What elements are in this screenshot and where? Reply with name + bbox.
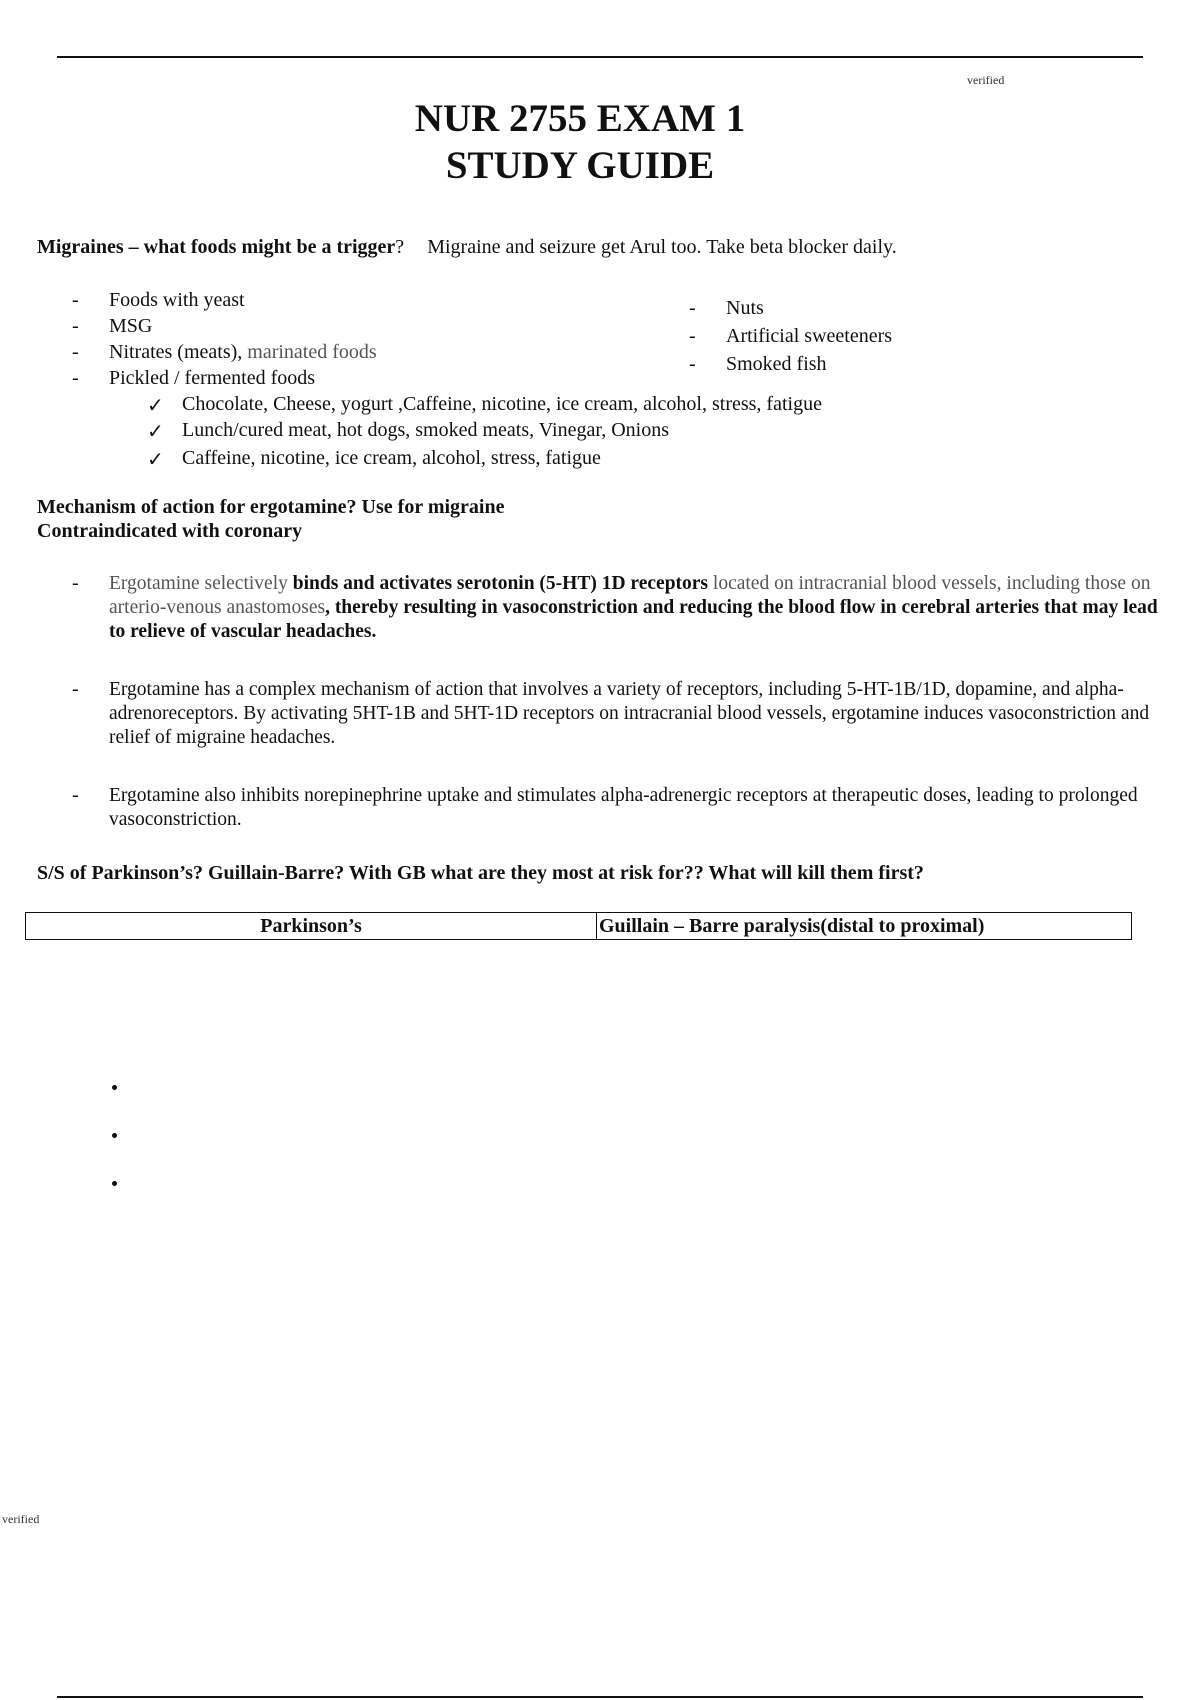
verified-mark-bottom: verified [2,1512,40,1526]
trigger-item: Artificial sweeteners [726,325,893,347]
trigger-item: Foods with yeast [109,289,245,311]
trigger-item: Smoked fish [726,353,827,375]
p1-part-c: located on intracranial blood vessels, including those on arterio-venous anastomoses [109,573,1151,618]
check-item: Caffeine, nicotine, ice cream, alcohol, stress, fatigue [182,447,601,469]
trigger-item: MSG [109,315,153,337]
trigger-item [109,341,377,364]
list-dash: - [689,353,696,375]
list-dash: - [72,572,79,594]
migraine-question-text: Migraines – what foods might be a trigger [37,236,396,258]
empty-bullet [112,1085,117,1090]
migraine-question [37,236,897,259]
ergotamine-paragraph-3: Ergotamine also inhibits norepinephrine uptake and stimulates alpha-adrenergic receptors at therapeutic doses, leading to prolonged vasoconstriction. [109,785,1138,830]
check-icon: ✓ [147,421,164,443]
ergotamine-contraindication: Contraindicated with coronary [37,520,303,542]
trigger-item-extra: marinated foods [247,341,377,363]
ergotamine-paragraph-1 [109,572,1169,644]
empty-bullet [112,1133,117,1138]
ergotamine-heading: Mechanism of action for ergotamine? Use for migraine [37,496,505,518]
trigger-item: Pickled / fermented foods [109,367,316,389]
verified-mark-top: verified [967,73,1005,87]
empty-bullet [112,1181,117,1186]
list-dash: - [72,341,79,363]
ergotamine-paragraph-2: Ergotamine has a complex mechanism of action that involves a variety of receptors, including 5-HT-1B/1D, dopamine, and alpha-adrenoreceptors. By activating 5HT-1B and 5HT-1D receptors on intracranial blood vessels, ergotamine induces vasoconstriction and relief of migraine headaches. [109,679,1150,748]
table-header-guillain-barre: Guillain – Barre paralysis(distal to proximal) [599,915,985,937]
migraine-question-mark: ? [395,236,405,258]
list-dash: - [72,784,79,806]
check-item: Lunch/cured meat, hot dogs, smoked meats, Vinegar, Onions [182,419,669,441]
page-title [320,95,840,189]
list-dash: - [689,297,696,319]
p1-part-d: , thereby resulting in vasoconstriction and reducing the blood flow in cerebral arteries that may lead to relieve of vascular headaches. [109,597,1158,642]
list-dash: - [72,289,79,311]
check-icon: ✓ [147,395,164,417]
check-icon: ✓ [147,449,164,471]
title-line-2: STUDY GUIDE [445,144,715,187]
migraine-note: Migraine and seizure get Arul too. Take beta blocker daily. [427,236,897,258]
top-rule [57,56,1143,58]
trigger-item-main: Nitrates (meats), [109,341,248,363]
table-header-parkinsons: Parkinson’s [26,913,597,939]
p1-part-a: Ergotamine selectively [109,573,293,594]
list-dash: - [72,678,79,700]
comparison-table [25,912,1132,940]
list-dash: - [689,325,696,347]
list-dash: - [72,367,79,389]
title-line-1: NUR 2755 EXAM 1 [414,97,746,140]
parkinsons-question: S/S of Parkinson’s? Guillain-Barre? With GB what are they most at risk for?? What will kill them first? [37,862,924,884]
bottom-rule [57,1696,1143,1698]
p1-part-b: binds and activates serotonin (5-HT) 1D receptors [292,573,709,594]
check-item: Chocolate, Cheese, yogurt ,Caffeine, nicotine, ice cream, alcohol, stress, fatigue [182,393,822,415]
trigger-item: Nuts [726,297,764,319]
list-dash: - [72,315,79,337]
